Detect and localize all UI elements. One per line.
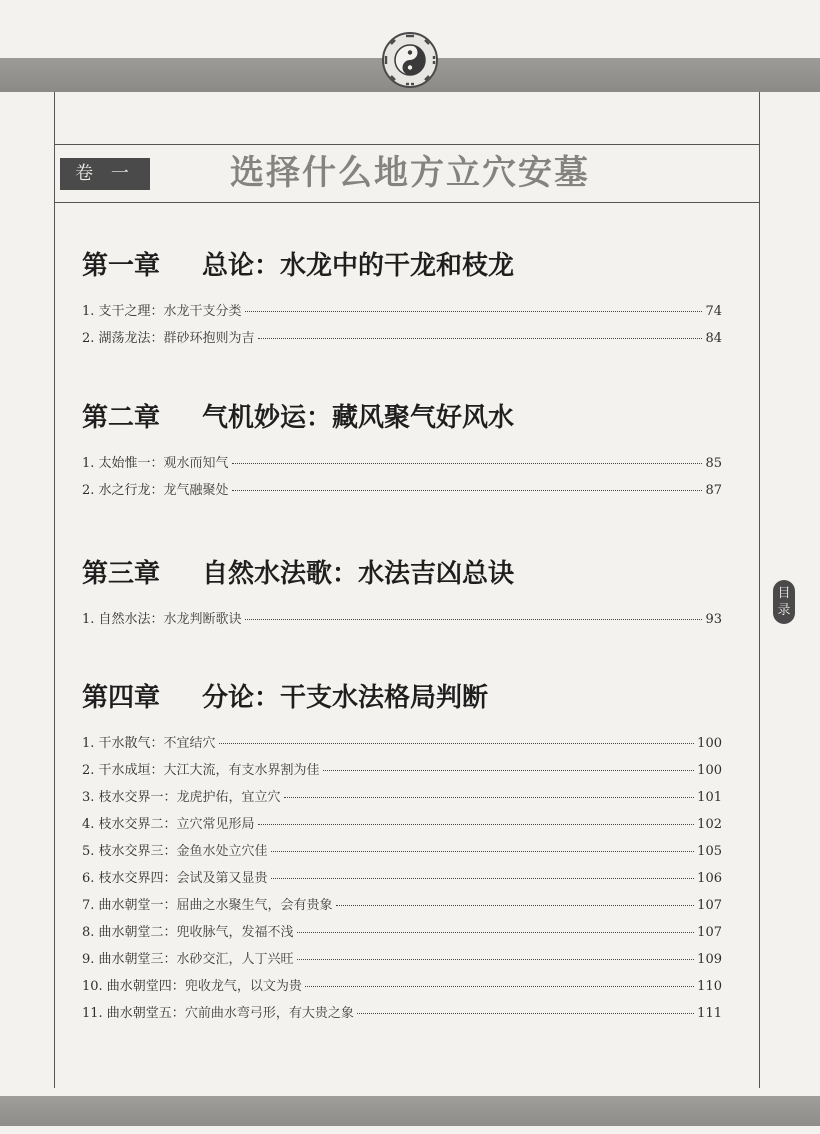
side-tab-char: 录 — [777, 603, 791, 618]
entry-page: 74 — [705, 304, 722, 319]
entry-subtitle: 群砂环抱则为吉 — [163, 331, 255, 346]
entry-subtitle: 屈曲之水聚生气，会有贵象 — [176, 898, 333, 913]
entry-label: 1. 自然水法： — [82, 612, 164, 627]
entry-subtitle: 兜收脉气，发福不浅 — [176, 925, 294, 940]
chapter-title — [82, 554, 722, 594]
header-rule — [54, 144, 760, 145]
leader-dots — [245, 619, 703, 620]
side-tab-char: 目 — [777, 586, 791, 601]
chapter-section — [82, 398, 722, 506]
entry-label: 10. 曲水朝堂四： — [82, 979, 185, 994]
leader-dots — [305, 986, 694, 987]
chapter-heading: 总论：水龙中的干龙和枝龙 — [202, 251, 515, 281]
toc-entry[interactable] — [82, 732, 722, 759]
toc-entry[interactable] — [82, 608, 722, 635]
leader-dots — [297, 932, 695, 933]
toc-entry[interactable] — [82, 759, 722, 786]
leader-dots — [323, 770, 695, 771]
chapter-title — [82, 398, 722, 438]
chapter-number: 第一章 — [82, 251, 161, 281]
leader-dots — [357, 1013, 694, 1014]
leader-dots — [258, 824, 695, 825]
entry-subtitle: 穴前曲水弯弓形，有大贵之象 — [184, 1006, 354, 1021]
entry-subtitle: 兜收龙气，以文为贵 — [184, 979, 302, 994]
entry-page: 100 — [697, 763, 722, 778]
entry-subtitle: 立穴常见形局 — [176, 817, 255, 832]
leader-dots — [219, 743, 695, 744]
entry-subtitle: 水砂交汇，人丁兴旺 — [176, 952, 294, 967]
entry-label: 1. 太始惟一： — [82, 456, 164, 471]
leader-dots — [232, 490, 703, 491]
toc-entry[interactable] — [82, 894, 722, 921]
bagua-yinyang-icon — [380, 30, 440, 90]
entry-label: 6. 枝水交界四： — [82, 871, 177, 886]
contents-side-tab[interactable] — [773, 580, 795, 624]
entry-label: 5. 枝水交界三： — [82, 844, 177, 859]
entry-label: 2. 干水成垣： — [82, 763, 164, 778]
chapter-number: 第三章 — [82, 559, 161, 589]
entry-label: 4. 枝水交界二： — [82, 817, 177, 832]
toc-entry[interactable] — [82, 975, 722, 1002]
entry-label: 3. 枝水交界一： — [82, 790, 177, 805]
toc-entry[interactable] — [82, 840, 722, 867]
entry-label: 1. 支干之理： — [82, 304, 164, 319]
entry-page: 106 — [697, 871, 722, 886]
chapter-section — [82, 554, 722, 635]
entry-subtitle: 龙虎护佑，宜立穴 — [176, 790, 281, 805]
entry-label: 2. 湖荡龙法： — [82, 331, 164, 346]
entry-page: 85 — [705, 456, 722, 471]
chapter-section — [82, 246, 722, 354]
entry-label: 11. 曲水朝堂五： — [82, 1006, 185, 1021]
entry-label: 8. 曲水朝堂二： — [82, 925, 177, 940]
chapter-section — [82, 678, 722, 1029]
entry-page: 109 — [697, 952, 722, 967]
volume-title: 选择什么地方立穴安墓 — [230, 153, 590, 193]
leader-dots — [245, 311, 703, 312]
leader-dots — [258, 338, 703, 339]
entry-page: 102 — [697, 817, 722, 832]
entry-subtitle: 龙气融聚处 — [163, 483, 229, 498]
leader-dots — [284, 797, 695, 798]
entry-label: 1. 干水散气： — [82, 736, 164, 751]
entry-label: 2. 水之行龙： — [82, 483, 164, 498]
leader-dots — [336, 905, 695, 906]
toc-entry[interactable] — [82, 479, 722, 506]
toc-entry[interactable] — [82, 867, 722, 894]
entry-subtitle: 水龙干支分类 — [163, 304, 242, 319]
entry-page: 87 — [705, 483, 722, 498]
leader-dots — [297, 959, 695, 960]
entry-subtitle: 会试及第又显贵 — [176, 871, 268, 886]
toc-entry[interactable] — [82, 452, 722, 479]
entry-page: 107 — [697, 925, 722, 940]
toc-entry[interactable] — [82, 327, 722, 354]
entry-page: 100 — [697, 736, 722, 751]
entry-page: 84 — [705, 331, 722, 346]
entry-page: 111 — [697, 1006, 722, 1021]
chapter-number: 第四章 — [82, 683, 161, 713]
entry-label: 9. 曲水朝堂三： — [82, 952, 177, 967]
bottom-decorative-band — [0, 1096, 820, 1126]
leader-dots — [271, 878, 695, 879]
toc-entry[interactable] — [82, 300, 722, 327]
toc-entry[interactable] — [82, 813, 722, 840]
entry-subtitle: 大江大流，有支水界割为佳 — [163, 763, 320, 778]
chapter-heading: 分论：干支水法格局判断 — [202, 683, 489, 713]
entry-subtitle: 金鱼水处立穴佳 — [176, 844, 268, 859]
chapter-title — [82, 678, 722, 718]
toc-entry[interactable] — [82, 921, 722, 948]
entry-subtitle: 观水而知气 — [163, 456, 229, 471]
toc-entry[interactable] — [82, 948, 722, 975]
chapter-title — [82, 246, 722, 286]
entry-page: 101 — [697, 790, 722, 805]
entry-subtitle: 水龙判断歌诀 — [163, 612, 242, 627]
toc-entry[interactable] — [82, 1002, 722, 1029]
entry-subtitle: 不宜结穴 — [163, 736, 216, 751]
entry-page: 93 — [705, 612, 722, 627]
entry-page: 105 — [697, 844, 722, 859]
chapter-heading: 自然水法歌：水法吉凶总诀 — [202, 559, 515, 589]
header-rule — [54, 202, 760, 203]
entry-label: 7. 曲水朝堂一： — [82, 898, 177, 913]
volume-label: 卷 一 — [60, 158, 150, 190]
chapter-heading: 气机妙运：藏风聚气好风水 — [202, 403, 515, 433]
toc-entry[interactable] — [82, 786, 722, 813]
chapter-number: 第二章 — [82, 403, 161, 433]
leader-dots — [232, 463, 703, 464]
leader-dots — [271, 851, 695, 852]
entry-page: 107 — [697, 898, 722, 913]
entry-page: 110 — [697, 979, 722, 994]
